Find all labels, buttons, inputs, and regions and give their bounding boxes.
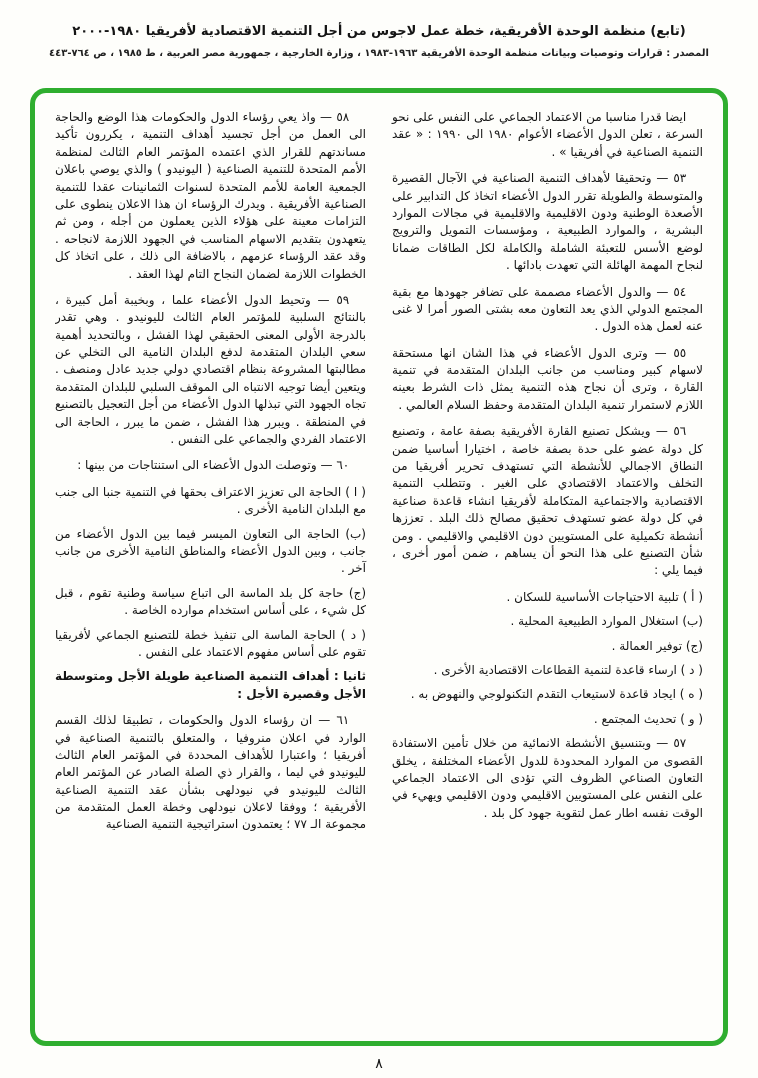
list-item: (ب) استغلال الموارد الطبيعية المحلية . [510,614,703,629]
list-item: ( د ) الحاجة الماسة الى تنفيذ خطة للتصنيع الجماعي لأفريقيا تقوم على أساس مفهوم الاعتماد على النفس . [55,627,366,659]
page-header [20,24,738,59]
list-item: ( و ) تحديث المجتمع . [593,711,703,726]
page-number: ٨ [375,1056,383,1072]
paragraph: ٥٩ — وتحيط الدول الأعضاء علما ، وبخيبة أمل كبيرة ، بالنتائج السلبية للمؤتمر العام الثالث لليونيدو . وهي تقدر بالدرجة الأولى المعنى الحقيقي لهذا الفشل ، وبالتحديد أهمية سعي البلدان المتقدمة لدفع البلدان النامية الى التخلي عن مطالبتها المشروعة بنظام اقتصادي دولي جديد عادل ومنصف . ويتعين أيضا توجيه الانتباه الى الموقف السلبي للبلدان المتقدمة تجاه الجهود التي تبذلها الدول الأعضاء من أجل التعجيل بالتصنيع في المنطقة . ويبرر هذا الفشل ، ضمن ما يبرر ، الحاجة الى الاعتماد الفردي والجماعي على النفس . [55,292,366,447]
section-heading: ثانيا : أهداف التنمية الصناعية طويلة الأجل ومتوسطة الأجل وقصيرة الأجل : [55,669,366,701]
paragraph: ٥٣ — وتحقيقا لأهداف التنمية الصناعية في الآجال القصيرة والمتوسطة والطويلة تقرر الدول الأعضاء اتخاذ كل التدابير على الأصعدة الوطنية ودون الاقليمية والاقليمية في مجالات الموارد البشرية ، والموارد الطبيعية ، ومؤسسات التمويل والترويج لوضع الأسس للتعبئة الشاملة والكاملة لكل الطاقات ضمانا لنجاح المهمة الهائلة التي تعهدت بادائها . [392,171,703,273]
list-item: (ج) حاجة كل بلد الماسة الى اتباع سياسة وطنية تقوم ، قبل كل شيء ، على أساس استخدام موارده الخاصة . [55,585,366,618]
list-item: ( ا ) الحاجة الى تعزيز الاعتراف بحقها في التنمية جنبا الى جنب مع البلدان النامية الأخرى . [55,484,366,517]
paragraph: ايضا قدرا مناسبا من الاعتماد الجماعي على النفس على نحو السرعة ، تعلن الدول الأعضاء الأعوام ١٩٨٠ الى ١٩٩٠ : « عقد التنمية الصناعية في أفريقيا » . [392,110,703,159]
list-item: (ب) الحاجة الى التعاون الميسر فيما بين الدول الأعضاء من جانب ، وبين الدول الأعضاء والمناطق النامية الأخرى من جانب آخر . [55,526,366,576]
list-item: ( ه ) ايجاد قاعدة لاستيعاب التقدم التكنولوجي والنهوض به . [410,687,703,702]
paragraph: ٦١ — ان رؤساء الدول والحكومات ، تطبيقا لذلك القسم الوارد في اعلان منروفيا ، والمتعلق بالتنمية الصناعية في أفريقيا ؛ واعتبارا للأهداف المحددة في المؤتمر العام الثالث لليونيدو في ليما ، والقرار ذي الصلة الصادر عن المؤتمر العام الثالث لليونيدو في نيودلهى بشأن عقد التنمية الصناعية الأفريقية ؛ ووفقا لاعلان نيودلهى وخطة العمل المتقدمة من مجموعة الـ ٧٧ ؛ يعتمدون استراتيجية التنمية الصناعية [55,713,366,832]
paragraph: ٥٦ — ويشكل تصنيع القارة الأفريقية بصفة عامة ، وتصنيع كل دولة عضو على حدة بصفة خاصة ، اختيارا أساسيا ضمن النطاق الاجمالي للأنشطة التي تستهدف تحرير أفريقيا من التخلف والاعتماد الاقتصادي على الغير . وتتطلب التنمية الاقتصادية والاجتماعية المتكاملة لأفريقيا انشاء قاعدة صناعية في كل دولة عضو تستهدف تحقيق مصالح ذلك البلد . تعززها أنشطة تكميلية على المستويين دون الاقليمي والاقليمي . ومن شأن التصنيع على هذا النحو أن يساهم ، ضمن أمور أخرى ، فيما يلي : [392,424,703,578]
list-item: ( د ) ارساء قاعدة لتنمية القطاعات الاقتصادية الأخرى . [433,662,703,677]
content-frame [30,88,728,1046]
paragraph: ٦٠ — وتوصلت الدول الأعضاء الى استنتاجات من بينها : [77,458,350,473]
paragraph: ٥٨ — واذ يعي رؤساء الدول والحكومات هذا الوضع والحاجة الى العمل من أجل تجسيد أهداف التنمية ، يكررون تأكيد مساندتهم للقرار الذي اعتمده المؤتمر العام الثالث لمنظمة الأمم المتحدة للتنمية الصناعية ( اليونيدو ) والذي يوصي باعلان الجمعية العامة للأمم المتحدة لسنوات الثمانينات عقدا للتنمية الصناعية الأفريقية . ويدرك الرؤساء ان هذا الاعلان ينطوى على التزامات معينة على هؤلاء الذين يعملون من أجله ، ومن ثم يتعهدون بتقديم الاسهام المناسب في الجهود اللازمة لانجاحه . وقد عقد الرؤساء عزمهم ، بالاضافة الى ذلك ، على اتخاذ كل الخطوات اللازمة لضمان النجاح التام لهذا العقد . [55,110,366,281]
source-line: المصدر : قرارات وتوصيات وبيانات منظمة الوحدة الأفريقية ١٩٦٣-١٩٨٣ ، وزارة الخارجية ، جمهورية مصر العربية ، ط ١٩٨٥ ، ص ٧٦٤-٤٤٣ [49,47,709,59]
paragraph: ٥٥ — وترى الدول الأعضاء في هذا الشان انها مستحقة لاسهام كبير ومناسب من جانب البلدان المتقدمة في تنمية القارة ، وترى أن نجاح هذه التنمية يمثل ذات الشرط بعينه اللازم لاستمرار تنمية البلدان المتقدمة وحفظ السلام العالمي . [392,345,703,412]
two-column-layout [55,109,703,1025]
list-item: (ج) توفير العمالة . [611,638,703,653]
paragraph: ٥٤ — والدول الأعضاء مصممة على تضافر جهودها مع بقية المجتمع الدولي الذي يعد التعاون معه بشتى الصور أمرا لا غنى عنه لعمل هذه الدول . [392,284,703,334]
list-item: ( أ ) تلبية الاحتياجات الأساسية للسكان . [506,589,703,604]
column-left [55,109,366,1025]
paragraph: ٥٧ — وبتنسيق الأنشطة الانمائية من خلال تأمين الاستفادة القصوى من الموارد المحدودة للدول الأعضاء المختلفة ، يخلق التعاون الصناعي الظروف التي تؤدى الى الاعتماد الجماعي على النفس على المستويين الاقليمي ودون الاقليمي ويهيء في الوقت نفسه اطار عمل لتقوية جهود كل بلد . [392,736,703,820]
column-right [392,109,703,1025]
document-title: (تابع) منظمة الوحدة الأفريقية، خطة عمل لاجوس من أجل التنمية الاقتصادية لأفريقيا ١٩٨٠-٢٠٠٠ [72,24,686,39]
